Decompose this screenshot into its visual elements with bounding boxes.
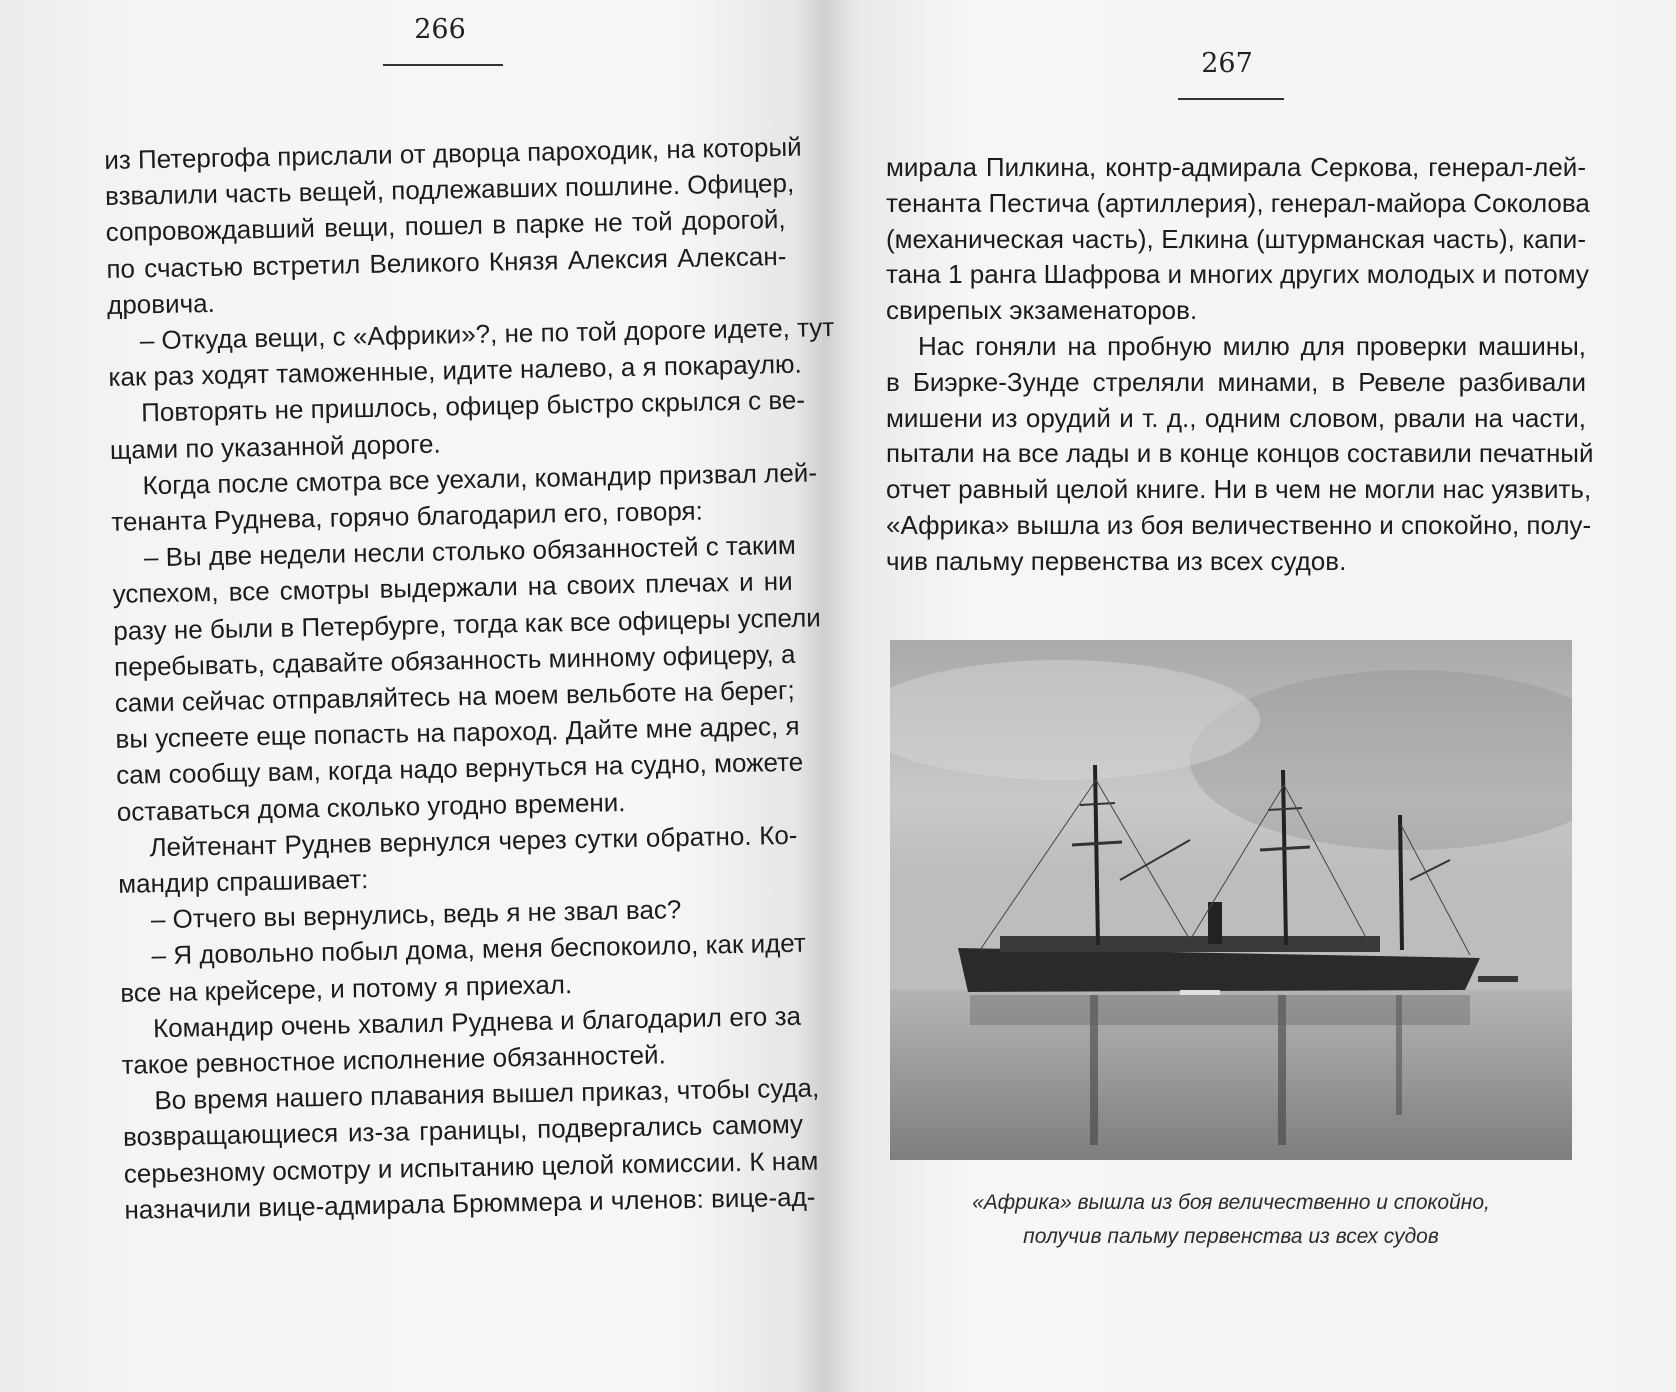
text-line: Во время нашего плавания вышел приказ, чтобы суда,: [154, 1072, 820, 1116]
page-number-rule: [1178, 98, 1284, 100]
text-line: разу не были в Петербурге, тогда как все офицеры успели: [113, 601, 822, 646]
text-line: Повторять не пришлось, офицер быстро скрылся с ве-: [140, 385, 806, 428]
text-line: в Биэрке-Зунде стреляли минами, в Ревеле разбивали: [886, 366, 1586, 397]
left-page: [0, 0, 835, 1392]
text-line: взвалили часть вещей, подлежавших пошлине. Офицер,: [104, 167, 795, 212]
left-text-block: [104, 129, 835, 1228]
text-line: назначили вице-адмирала Брюммера и членов: вице-ад-: [124, 1181, 816, 1225]
text-line: дровича.: [106, 287, 216, 320]
text-line: сопровождавший вещи, пошел в парке не той дорогой,: [105, 204, 786, 248]
caption-line: получив пальму первенства из всех судов: [1023, 1225, 1439, 1248]
text-line: тенанта Руднева, горячо благодарил его, говоря:: [111, 495, 704, 537]
text-line: Командир очень хвалил Руднева и благодарил его за: [152, 1000, 802, 1044]
text-line: – Отчего вы вернулись, ведь я не звал вас?: [150, 894, 682, 935]
text-line: «Африка» вышла из боя величественно и спокойно, полу-: [886, 509, 1592, 540]
right-text-block: [886, 150, 1594, 580]
text-line: отчет равный целой книге. Ни в чем не могли нас уязвить,: [886, 474, 1592, 505]
text-line: возвращающиеся из-за границы, подвергались самому: [122, 1109, 804, 1153]
text-line: как раз ходят таможенные, идите налево, а я покараулю.: [108, 348, 803, 393]
ship-photo-illustration: [890, 640, 1572, 1160]
text-line: перебывать, сдавайте обязанность минному офицеру, а: [113, 638, 796, 682]
text-line: чив пальму первенства из всех судов.: [886, 545, 1347, 576]
text-line: щами по указанной дороге.: [109, 428, 441, 465]
page-number: 266: [414, 14, 466, 45]
text-line: Когда после смотра все уехали, командир призвал лей-: [142, 457, 818, 501]
text-line: тенанта Пестича (артиллерия), генерал-майора Соколова: [886, 187, 1590, 218]
text-line: – Я довольно побыл дома, меня беспокоило, как идет: [151, 928, 807, 971]
text-line: серьезному осмотру и испытанию целой комиссии. К нам: [123, 1145, 819, 1189]
text-line: такое ревностное исполнение обязанностей.: [121, 1039, 667, 1080]
text-line: мандир спрашивает:: [117, 864, 369, 899]
page-number: 267: [1201, 48, 1253, 79]
text-line: Нас гоняли на пробную милю для проверки машины,: [918, 330, 1586, 361]
photo-caption: [890, 1186, 1572, 1254]
right-page: [838, 0, 1676, 1392]
text-line: из Петергофа прислали от дворца пароходик, на который: [104, 131, 802, 175]
text-line: – Вы две недели несли столько обязанностей с таким: [143, 530, 797, 573]
text-line: вы успеете еще попасть на пароход. Дайте мне адрес, я: [115, 711, 800, 755]
text-line: оставаться дома сколько угодно времени.: [116, 786, 626, 827]
text-line: сам сообщу вам, когда надо вернуться на судно, можете: [115, 747, 804, 791]
text-line: пытали на все лады и в конце концов составили печатный: [886, 438, 1594, 469]
ship-photograph: [890, 640, 1572, 1160]
text-line: мишени из орудий и т. д., одним словом, рвали на части,: [886, 402, 1586, 433]
caption-line: «Африка» вышла из боя величественно и спокойно,: [972, 1191, 1490, 1214]
text-line: Лейтенант Руднев вернулся через сутки обратно. Ко-: [149, 819, 798, 863]
text-line: успехом, все смотры выдержали на своих плечах и ни: [112, 566, 793, 610]
text-line: мирала Пилкина, контр-адмирала Серкова, генерал-лей-: [886, 152, 1586, 182]
text-line: по счастью встретил Великого Князя Алексия Алексан-: [106, 240, 787, 284]
text-line: свирепых экзаменаторов.: [886, 295, 1198, 326]
text-line: сами сейчас отправляйтесь на моем вельботе на берег;: [114, 674, 795, 718]
text-line: – Откуда вещи, с «Африки»?, не по той дороге идете, тут: [139, 312, 835, 356]
text-line: тана 1 ранга Шафрова и многих других молодых и потому: [886, 259, 1589, 290]
text-line: (механическая часть), Елкина (штурманская часть), капи-: [886, 223, 1586, 254]
text-line: все на крейсере, и потому я приехал.: [120, 968, 573, 1008]
page-number-rule: [383, 64, 503, 66]
